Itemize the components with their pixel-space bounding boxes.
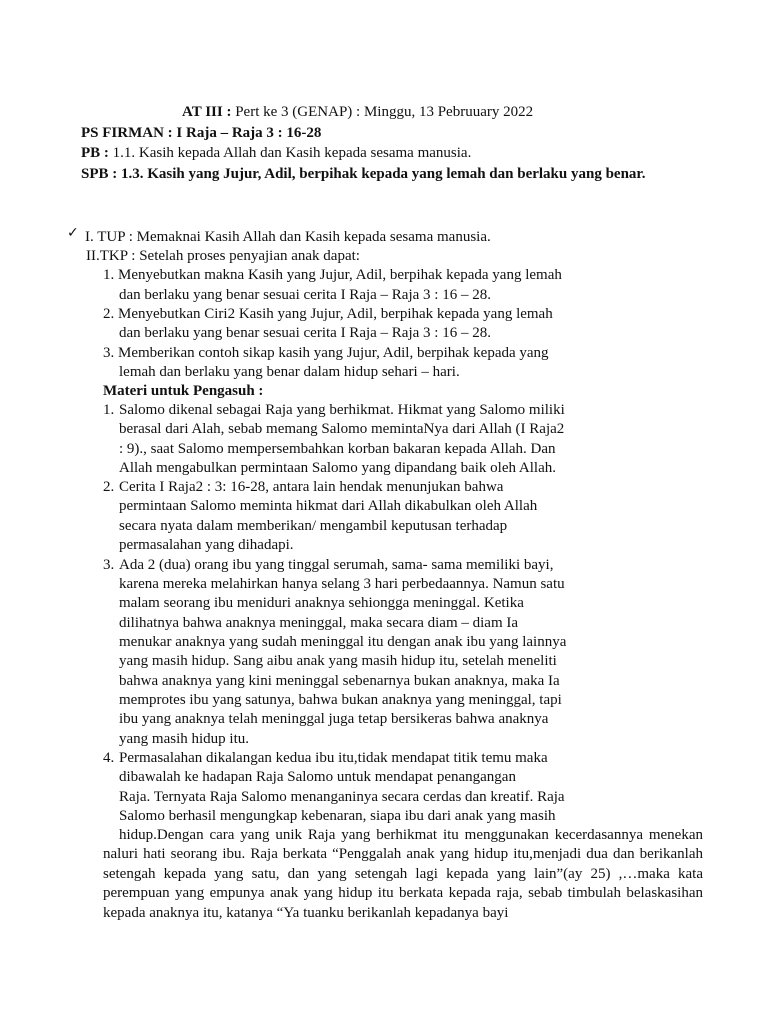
pb-text: 1.1. Kasih kepada Allah dan Kasih kepada sesama manusia. — [108, 145, 472, 161]
list-text: yang masih hidup. Sang aibu anak yang masih hidup itu, setelah meneliti — [119, 653, 557, 669]
list-text: dan berlaku yang benar sesuai cerita I Raja – Raja 3 : 16 – 28. — [119, 325, 491, 341]
pb-line — [81, 144, 471, 163]
spb-line: SPB : 1.3. Kasih yang Jujur, Adil, berpihak kepada yang lemah dan berlaku yang benar. — [81, 166, 646, 182]
list-number: 2. — [103, 306, 115, 322]
list-text: ibu yang anaknya telah meninggal juga tetap bersikeras bahwa anaknya — [119, 711, 549, 727]
ps-line: PS FIRMAN : I Raja – Raja 3 : 16-28 — [81, 125, 322, 141]
tup-line: I. TUP : Memaknai Kasih Allah dan Kasih kepada sesama manusia. — [85, 229, 491, 245]
list-text: Allah mengabulkan permintaan Salomo yang dipandang baik oleh Allah. — [119, 460, 556, 476]
list-text: menukar anaknya yang sudah meninggal itu dengan anak ibu yang lainnya — [119, 634, 567, 650]
list-number: 2. — [103, 479, 115, 495]
list-text: Cerita I Raja2 : 3: 16-28, antara lain hendak menunjukan bahwa — [119, 479, 504, 495]
list-number: 3. — [103, 345, 115, 361]
list-text: Menyebutkan Ciri2 Kasih yang Jujur, Adil, berpihak kepada yang lemah — [118, 306, 553, 322]
list-text: memprotes ibu yang satunya, bahwa bukan anaknya yang meninggal, tapi — [119, 692, 562, 708]
list-item — [103, 266, 562, 285]
at-line — [182, 103, 533, 122]
pb-label: PB : — [81, 145, 109, 161]
at-text: Pert ke 3 (GENAP) : Minggu, 13 Pebruuary 2022 — [231, 104, 534, 120]
list-text: Salomo dikenal sebagai Raja yang berhikmat. Hikmat yang Salomo miliki — [119, 402, 565, 418]
list-text: Permasalahan dikalangan kedua ibu itu,tidak mendapat titik temu maka — [119, 750, 548, 766]
tkp-line: II.TKP : Setelah proses penyajian anak dapat: — [86, 248, 360, 264]
list-text: dan berlaku yang benar sesuai cerita I Raja – Raja 3 : 16 – 28. — [119, 287, 491, 303]
list-text: permintaan Salomo meminta hikmat dari Allah dikabulkan oleh Allah — [119, 498, 538, 514]
list-text: karena mereka melahirkan hanya selang 3 hari perbedaannya. Namun satu — [119, 576, 565, 592]
list-text: Raja. Ternyata Raja Salomo menanganinya secara cerdas dan kreatif. Raja — [119, 789, 565, 805]
list-text: Menyebutkan makna Kasih yang Jujur, Adil, berpihak kepada yang lemah — [118, 267, 562, 283]
list-number: 4. — [103, 750, 115, 766]
list-text: permasalahan yang dihadapi. — [119, 537, 294, 553]
checkmark-icon: ✓ — [67, 225, 79, 241]
list-number: 1. — [103, 402, 115, 418]
continuation-text: hidup.Dengan cara yang unik Raja yang berhikmat itu menggunakan kecerdasannya menekan naluri hati seorang ibu. Raja berkata “Penggalah anak yang hidup itu,menjadi dua dan berikanlah setengah kepada yang satu, dan yang setengah lagi kepada yang lain”(ay 25) ,…maka kata perempuan yang empunya anak yang hidup itu berkata kepada raja, sebab timbulah belaskasihan kepada anaknya itu, katanya “Ya tuanku berikanlah kepadanya bayi — [103, 827, 703, 921]
list-text: Salomo berhasil mengungkap kebenaran, siapa ibu dari anak yang masih — [119, 808, 556, 824]
list-number: 3. — [103, 557, 115, 573]
list-text: secara nyata dalam memberikan/ mengambil keputusan terhadap — [119, 518, 508, 534]
list-text: lemah dan berlaku yang benar dalam hidup sehari – hari. — [119, 364, 460, 380]
continuation-paragraph — [103, 826, 703, 923]
list-number: 1. — [103, 267, 115, 283]
at-label: AT III : — [182, 104, 232, 120]
list-text: dibawalah ke hadapan Raja Salomo untuk mendapat penangangan — [119, 769, 516, 785]
list-item — [103, 344, 549, 363]
list-text: dilihatnya bahwa anaknya meninggal, maka secara diam – diam Ia — [119, 615, 519, 631]
list-text: yang masih hidup itu. — [119, 731, 249, 747]
list-text: bahwa anaknya yang kini meninggal sebenarnya bukan anaknya, maka Ia — [119, 673, 560, 689]
list-text: malam seorang ibu meniduri anaknya sehiongga meninggal. Ketika — [119, 595, 524, 611]
list-text: Memberikan contoh sikap kasih yang Jujur, Adil, berpihak kepada yang — [118, 345, 549, 361]
materi-heading: Materi untuk Pengasuh : — [103, 383, 264, 399]
list-text: berasal dari Alah, sebab memang Salomo memintaNya dari Allah (I Raja2 — [119, 421, 565, 437]
list-text: Ada 2 (dua) orang ibu yang tinggal serumah, sama- sama memiliki bayi, — [119, 557, 554, 573]
list-item — [103, 305, 553, 324]
list-text: : 9)., saat Salomo mempersembahkan korban bakaran kepada Allah. Dan — [119, 441, 556, 457]
